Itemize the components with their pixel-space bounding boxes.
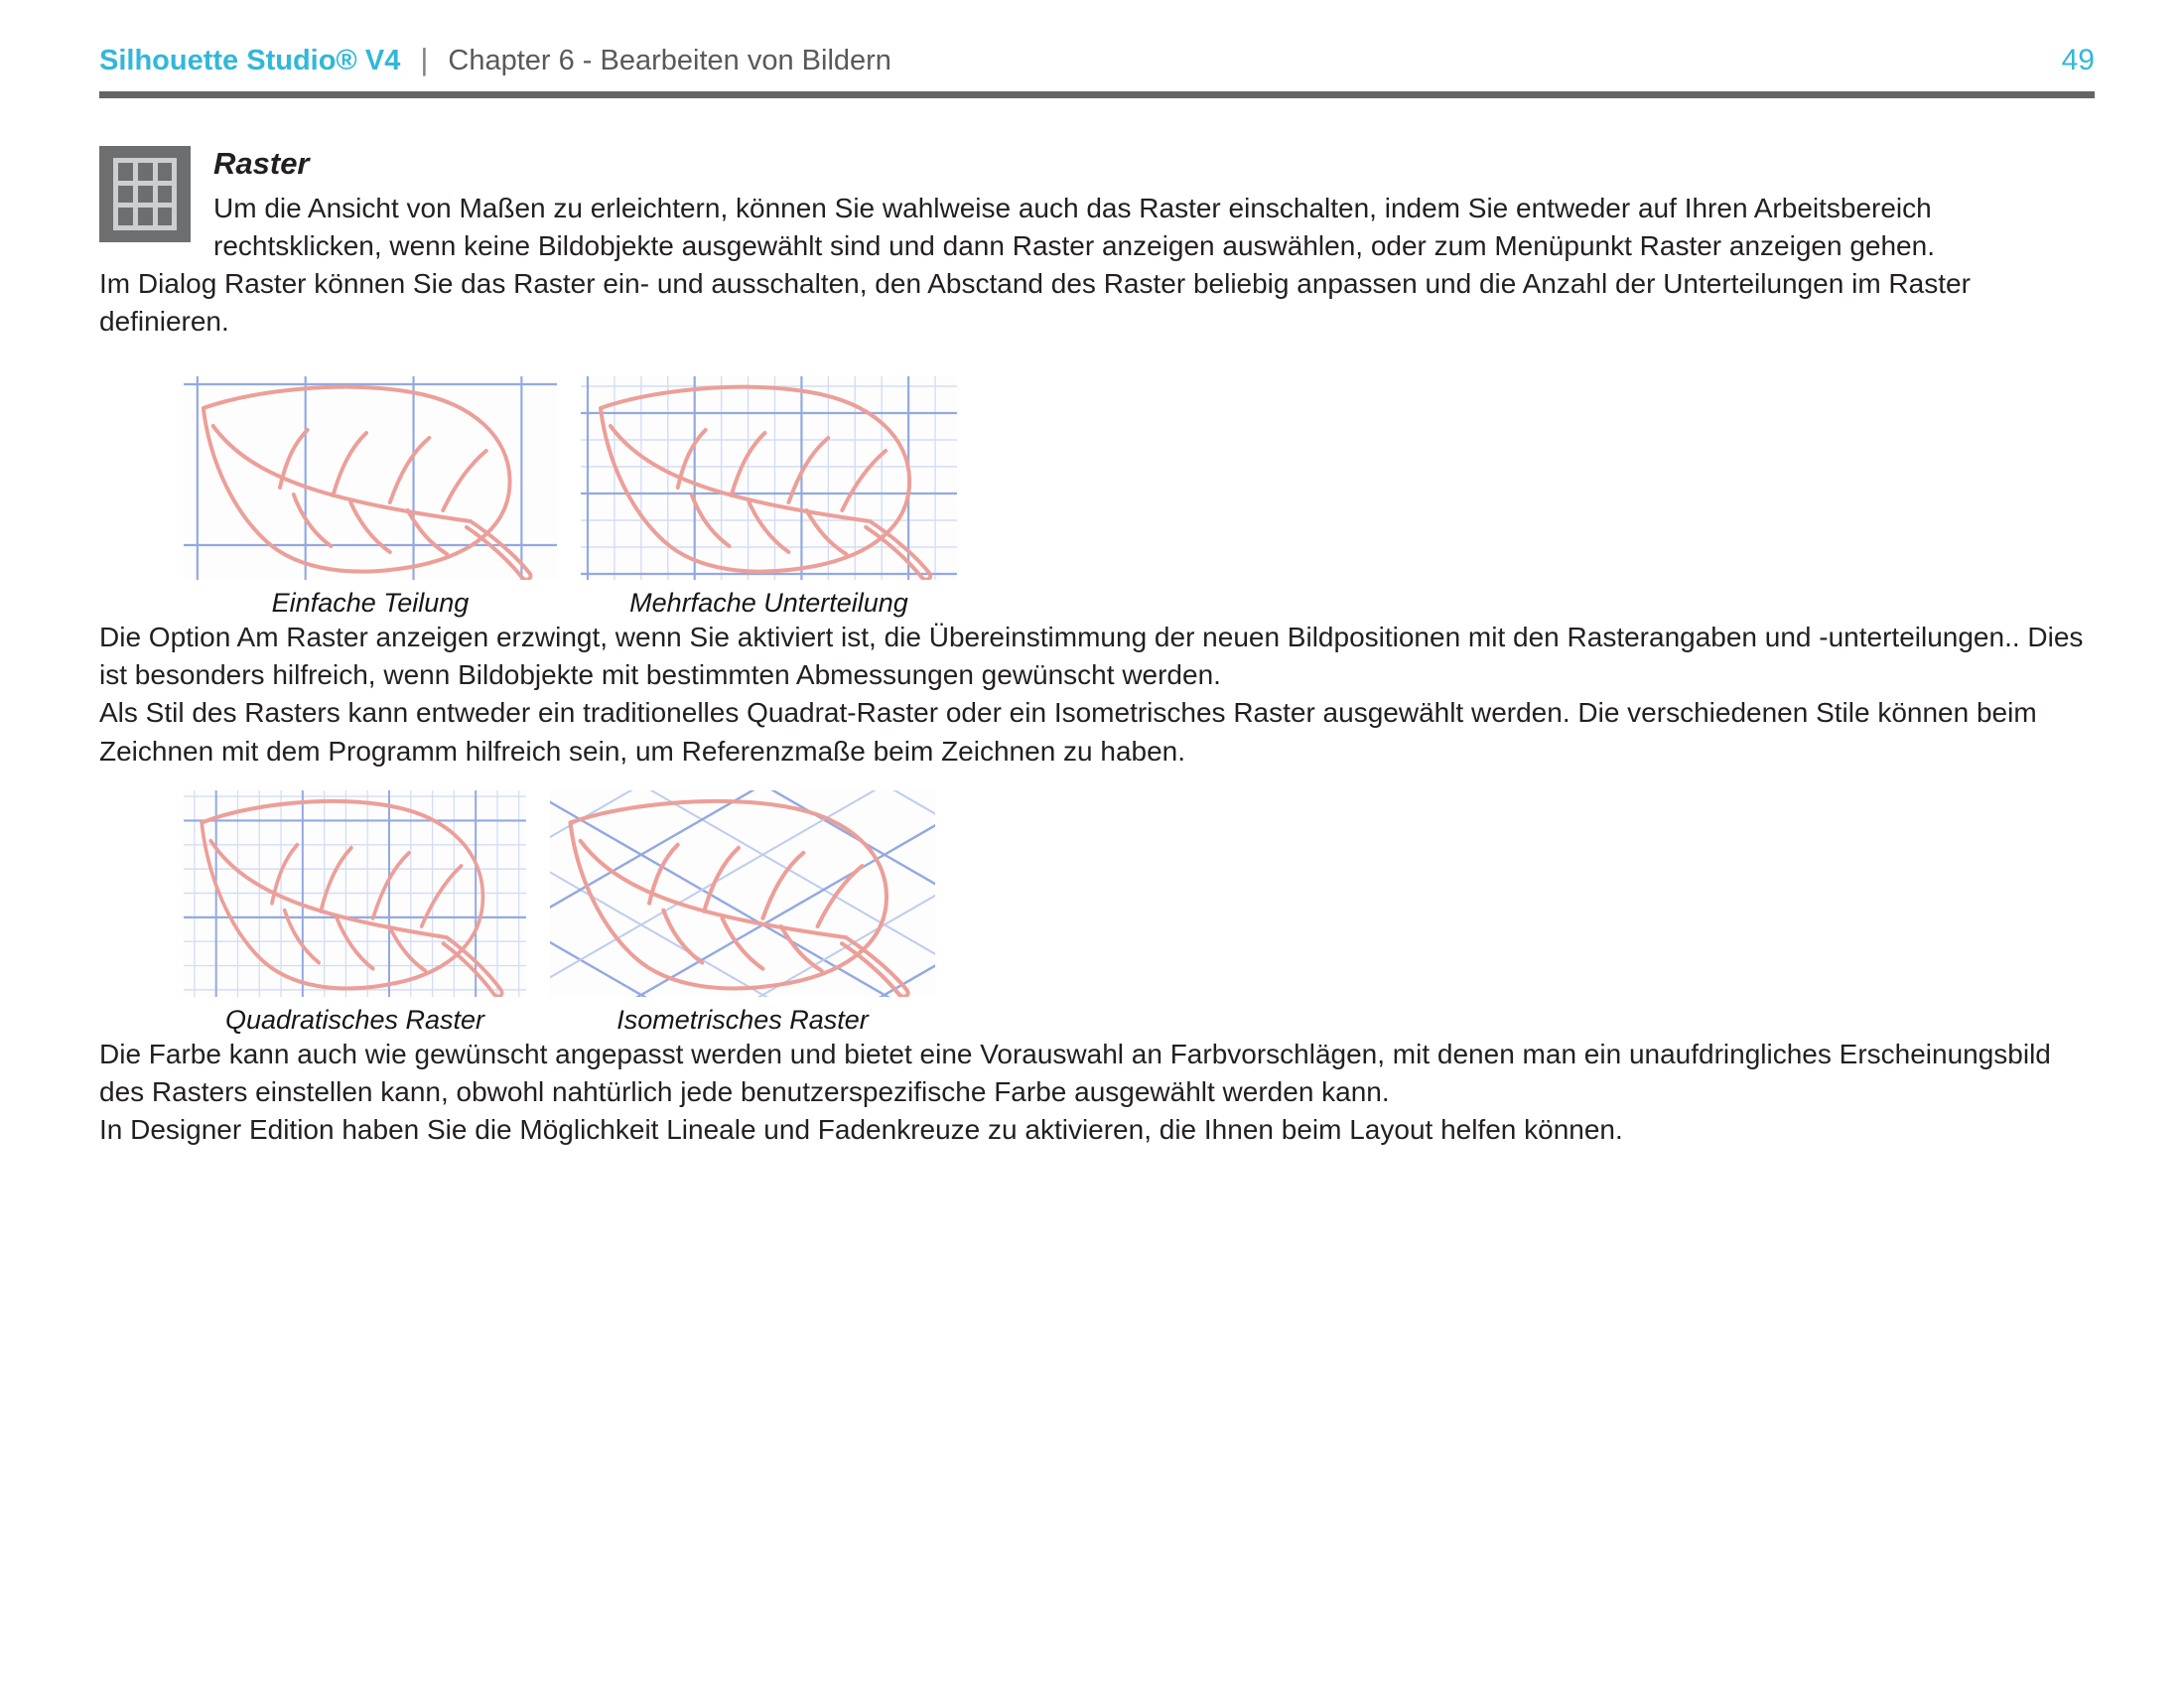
section-title: Raster	[213, 146, 310, 181]
chapter-title: Chapter 6 - Bearbeiten von Bildern	[448, 45, 891, 76]
leaf-image-simple-grid	[184, 376, 557, 580]
header-separator: |	[420, 42, 429, 76]
leaf-image-square-grid	[184, 790, 526, 997]
page-number: 49	[2061, 44, 2095, 76]
figure-isometric-grid	[550, 790, 935, 1036]
raster-section-body	[213, 146, 2095, 265]
leaf-image-subdivided-grid	[581, 376, 957, 580]
figure-square-grid	[184, 790, 526, 1036]
paragraph-grid-dialog: Im Dialog Raster können Sie das Raster ein- und ausschalten, den Absctand des Raster beliebig anpassen und die Anzahl der Unterteilungen im Raster definieren.	[99, 268, 1971, 338]
raster-section	[99, 146, 2095, 265]
paragraph-grid-styles: Als Stil des Rasters kann entweder ein traditionelles Quadrat-Raster oder ein Isometrisches Raster ausgewählt werden. Die verschiedenen Stile können beim Zeichnen mit dem Programm hilfreich sein, um Referenzmaße beim Zeichnen zu haben.	[99, 697, 2037, 767]
leaf-image-isometric-grid	[550, 790, 935, 997]
figure-row-grid-styles	[184, 790, 2095, 1036]
figure-simple-division	[184, 376, 557, 619]
page-header	[99, 42, 2095, 77]
figure-caption: Isometrisches Raster	[616, 1004, 869, 1035]
figure-caption: Einfache Teilung	[271, 588, 470, 619]
figure-row-divisions	[184, 376, 2095, 619]
grid-icon	[99, 146, 191, 242]
figure-caption: Quadratisches Raster	[224, 1004, 485, 1035]
figure-multiple-subdivision	[581, 376, 957, 619]
paragraph-grid-color: Die Farbe kann auch wie gewünscht angepasst werden und bietet eine Vorauswahl an Farbvorschlägen, mit denen man ein unaufdringliches Erscheinungsbild des Rasters einstellen kann, obwohl nahtürlich jede benutzerspezifische Farbe ausgewählt werden kann.	[99, 1038, 2051, 1107]
paragraph-snap-to-grid: Die Option Am Raster anzeigen erzwingt, wenn Sie aktiviert ist, die Übereinstimmung der neuen Bildpositionen mit den Rasterangaben und -unterteilungen.. Dies ist besonders hilfreich, wenn Bildobjekte mit bestimmten Abmessungen gewünscht werden.	[99, 622, 2084, 691]
figure-caption: Mehrfache Unterteilung	[629, 588, 908, 619]
paragraph-designer-edition: In Designer Edition haben Sie die Möglichkeit Lineale und Fadenkreuze zu aktivieren, die Ihnen beim Layout helfen können.	[99, 1113, 1623, 1145]
header-rule	[99, 91, 2095, 98]
brand-title: Silhouette Studio® V4	[99, 45, 401, 76]
section-intro-paragraph: Um die Ansicht von Maßen zu erleichtern, können Sie wahlweise auch das Raster einschalten, indem Sie entweder auf Ihren Arbeitsbereich rechtsklicken, wenn keine Bildobjekte ausgewählt sind und dann Raster anzeigen auswählen, oder zum Menüpunkt Raster anzeigen gehen.	[213, 193, 1935, 262]
